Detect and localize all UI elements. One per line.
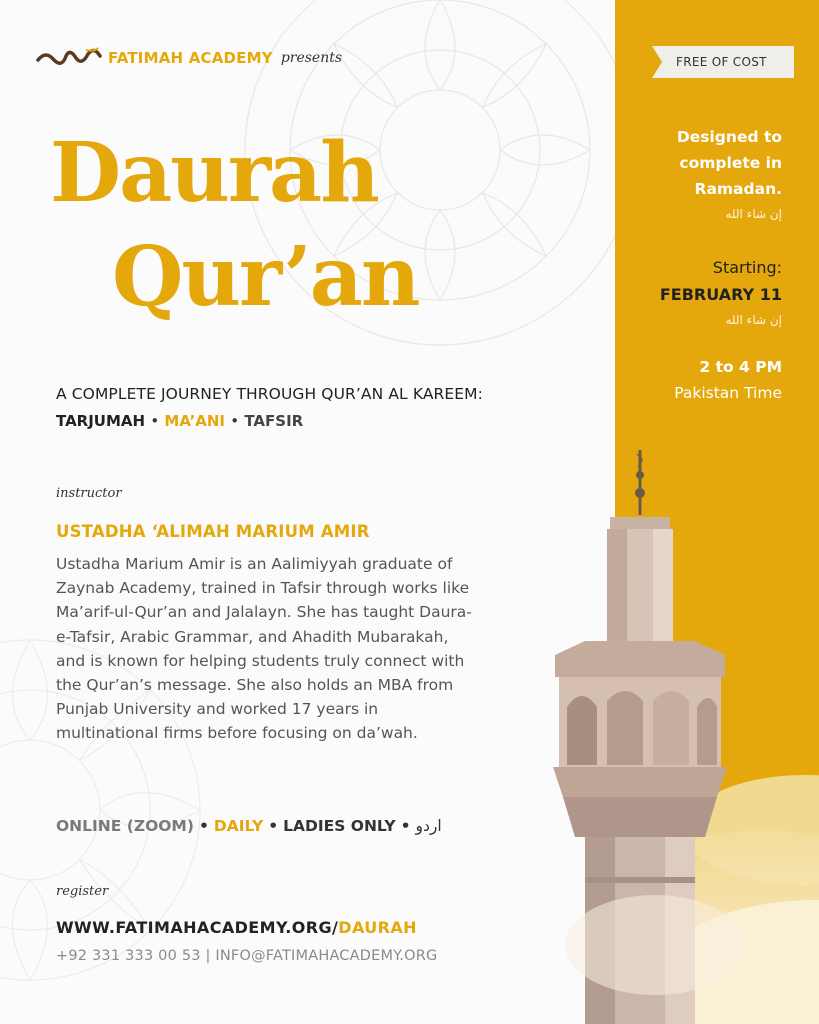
designed-line-3: Ramadan. [694, 180, 782, 198]
instructor-label: instructor [56, 486, 122, 501]
free-of-cost-badge: FREE OF COST [676, 55, 767, 69]
separator: • [230, 412, 240, 430]
topics-line [56, 412, 303, 430]
minaret-icon [545, 445, 745, 1024]
course-meta [56, 817, 442, 835]
insha-allah-2: إن شاء الله [725, 313, 782, 327]
instructor-bio: Ustadha Marium Amir is an Aalimiyyah graduate of Zaynab Academy, trained in Tafsir through works like Ma’arif-ul-Qur’an and Jalalayn. She has taught Daura-e-Tafsir, Arabic Grammar, and Ahadith Mubarakah, and is known for helping students truly connect with the Qur’an’s message. She also holds an MBA from Punjab University and worked 17 years in multinational firms before focusing on da’wah. [56, 555, 472, 743]
insha-allah-1: إن شاء الله [725, 207, 782, 221]
topic-tarjumah: TARJUMAH [56, 412, 146, 430]
separator: • [400, 817, 411, 835]
starting-label: Starting: [712, 258, 782, 277]
journey-heading: A COMPLETE JOURNEY THROUGH QUR’AN AL KAREEM: [56, 385, 483, 403]
meta-daily: DAILY [213, 817, 264, 835]
class-time: 2 to 4 PM [699, 358, 782, 376]
timezone: Pakistan Time [674, 384, 782, 402]
topic-tafsir: TAFSIR [244, 412, 304, 430]
start-date: FEBRUARY 11 [659, 285, 782, 304]
register-url-link[interactable] [56, 918, 417, 937]
register-label: register [56, 884, 109, 899]
title-line-2: Qur’an [112, 229, 419, 325]
meta-ladies: LADIES ONLY [283, 817, 396, 835]
academy-logo [36, 46, 342, 70]
designed-line-1: Designed to [676, 128, 782, 146]
url-domain[interactable]: WWW.FATIMAHACADEMY.ORG/ [56, 918, 339, 937]
calligraphy-logo-icon [36, 46, 102, 70]
brand-name: FATIMAH ACADEMY [108, 49, 273, 67]
designed-text [677, 124, 782, 202]
meta-online: ONLINE (ZOOM) [56, 817, 194, 835]
separator: • [268, 817, 279, 835]
designed-line-2: complete in [679, 154, 782, 172]
title-line-1: Daurah [50, 125, 378, 221]
instructor-name: USTADHA ‘ALIMAH MARIUM AMIR [56, 522, 370, 541]
contact-info: +92 331 333 00 53 | INFO@FATIMAHACADEMY.ORG [56, 948, 438, 964]
separator: • [150, 412, 160, 430]
topic-maani: MA’ANI [164, 412, 226, 430]
url-path[interactable]: DAURAH [338, 918, 417, 937]
presents-label: presents [280, 50, 343, 66]
meta-urdu: اردو [415, 817, 442, 835]
separator: • [198, 817, 209, 835]
